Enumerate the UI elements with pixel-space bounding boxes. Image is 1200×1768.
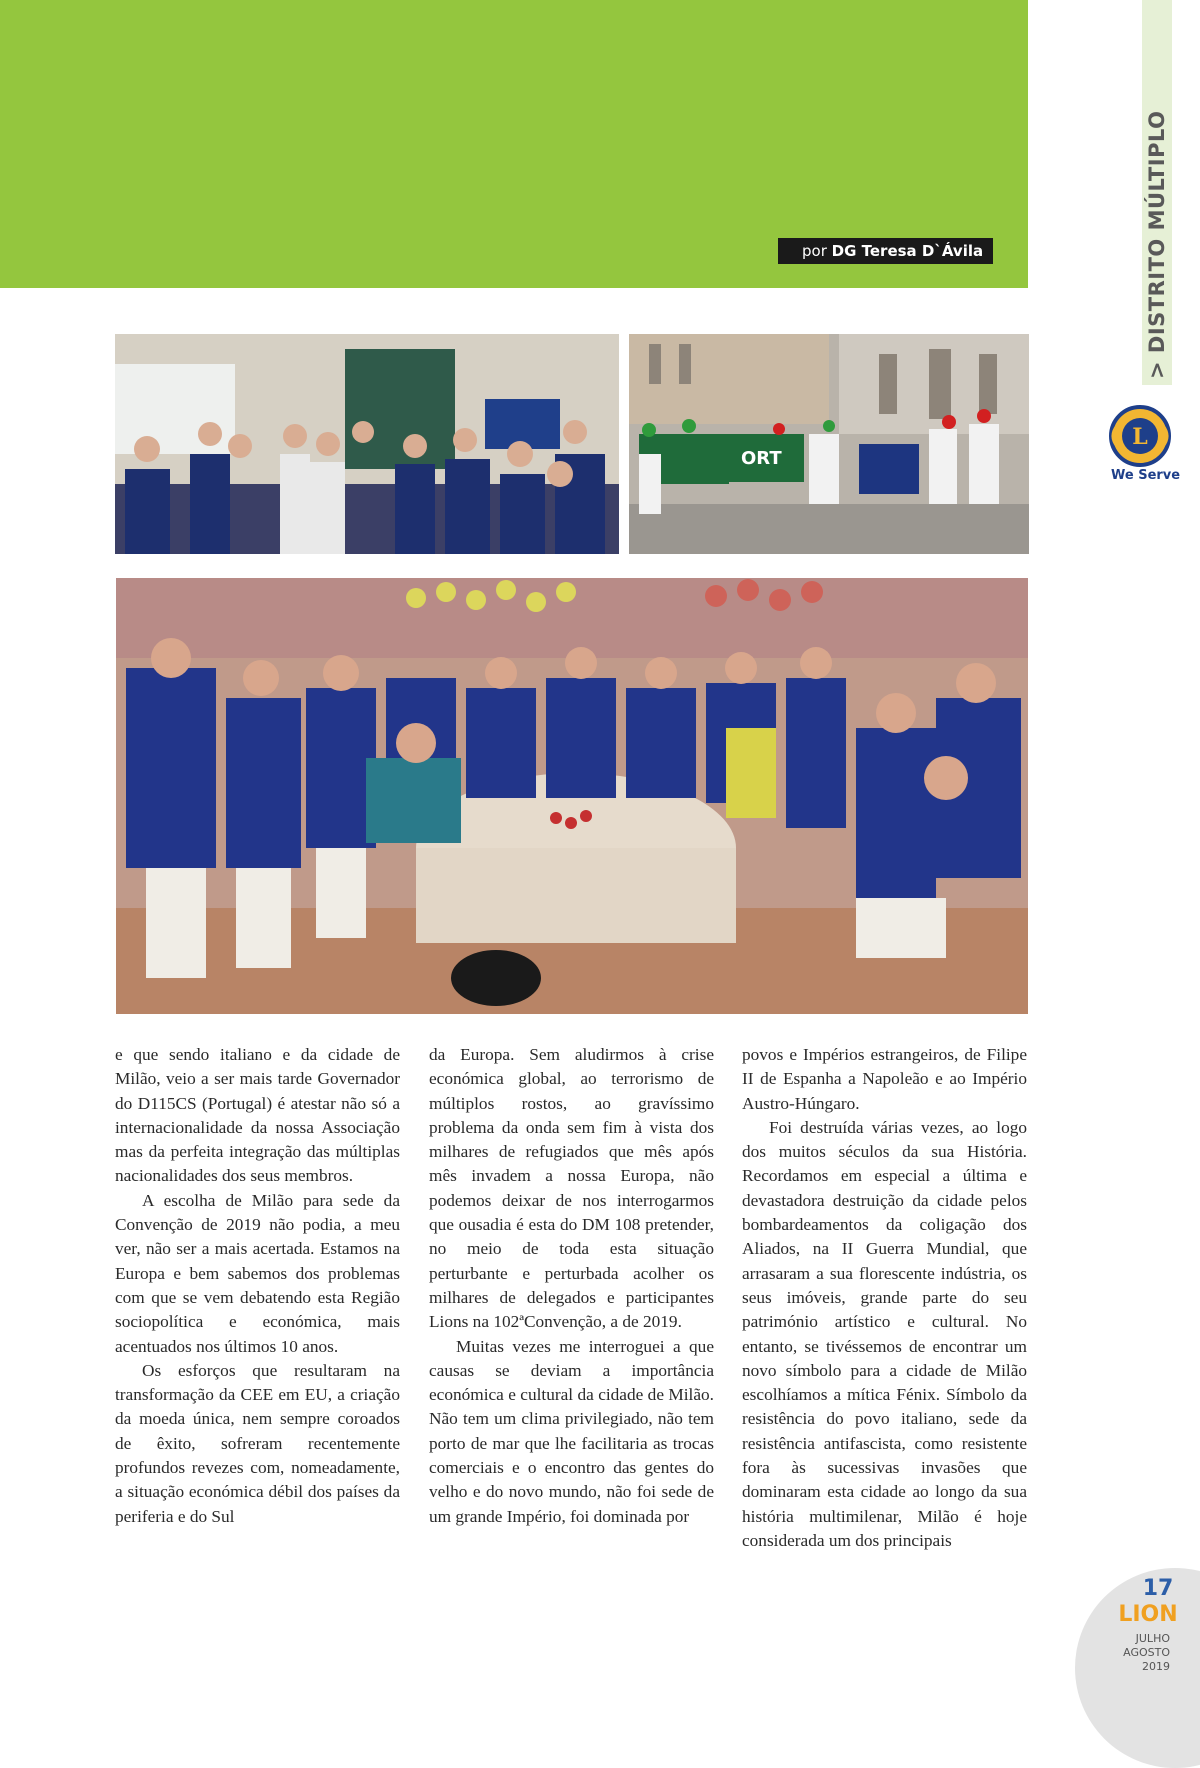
issue-month-2: AGOSTO [1123,1646,1170,1659]
lions-clubs-logo-icon [1108,404,1172,468]
article-column-3 [742,1043,1027,1553]
paragraph: A escolha de Milão para sede da Convenção de 2019 não podia, a meu ver, não ser a mais acertada. Estamos na Europa e bem sabemos dos problemas com que se vem debatendo esta Região sociopolítica e económica, mais acentuados nos últimos 10 anos. [115,1190,400,1356]
logo-motto: We Serve [1111,468,1181,483]
page-number: 17 [1142,1576,1174,1601]
photo-convention-dinner [116,578,1028,1014]
paragraph: e que sendo italiano e da cidade de Milão, veio a ser mais tarde Governador do D115CS (Portugal) é atestar não só a internacionalidade da nossa Associação mas da perfeita integração das múltiplas nacionalidades dos seus membros. [115,1045,400,1186]
article-column-1 [115,1043,400,1529]
photo-milan-cathedral-square [629,334,1029,554]
author-byline [778,238,993,264]
magazine-name: LION [1118,1602,1178,1627]
svg-text:ORT: ORT [741,448,782,469]
issue-month-1: JULHO [1135,1632,1170,1645]
issue-year: 2019 [1142,1660,1170,1673]
paragraph: Muitas vezes me interroguei a que causas se deviam a importância económica e cultural da cidade de Milão. Não tem um clima privilegiado, não tem porto de mar que lhe facilitaria as trocas comerciais e o encontro das gentes do velho e do novo mundo, não foi sede de um grande Império, foi dominada por [429,1336,714,1526]
byline-author: DG Teresa D`Ávila [831,242,984,260]
paragraph: Os esforços que resultaram na transformação da CEE em EU, a criação da moeda única, nem sempre coroados de êxito, sofreram recentemente profundos revezes com, nomeadamente, a situação económica débil dos países da periferia e do Sul [115,1360,400,1526]
svg-text:L: L [1132,424,1148,450]
group-photo-icon [629,334,1029,554]
photo-delegation-indoor [115,334,619,554]
section-label: > DISTRITO MÚLTIPLO [1145,110,1169,379]
group-photo-icon [116,578,1028,1014]
byline-prefix: por [802,242,827,260]
paragraph: da Europa. Sem aludirmos à crise económica global, ao terrorismo de múltiplos rostos, ao gravíssimo problema da onda sem fim à vista dos milhares de refugiados que mês após mês invadem a nossa Europa, não podemos deixar de nos interrogarmos que ousadia é esta do DM 108 pretender, no meio de toda esta situação perturbante e perturbada acolher os milhares de delegados e participantes Lions na 102ªConvenção, a de 2019. [429,1045,714,1332]
paragraph: Foi destruída várias vezes, ao logo dos muitos séculos da sua História. Recordamos em especial a última e devastadora destruição da cidade pelos bombardeamentos da coligação dos Aliados, na II Guerra Mundial, que arrasaram a sua florescente indústria, os seus imóveis, grande parte do seu património artístico e cultural. No entanto, se tivéssemos de encontrar um novo símbolo para a cidade de Milão escolhíamos a mítica Fénix. Símbolo da resistência do povo italiano, sede da resistência antifascista, como resistente fora às sucessivas invasões que dominaram esta cidade ao longo da sua história multimilenar, Milão é hoje considerada um dos principais [742,1117,1027,1550]
group-photo-icon [115,334,619,554]
lions-logo [1108,404,1181,484]
paragraph: povos e Impérios estrangeiros, de Filipe II de Espanha a Napoleão e ao Império Austro-Húngaro. [742,1045,1027,1113]
article-column-2 [429,1043,714,1529]
